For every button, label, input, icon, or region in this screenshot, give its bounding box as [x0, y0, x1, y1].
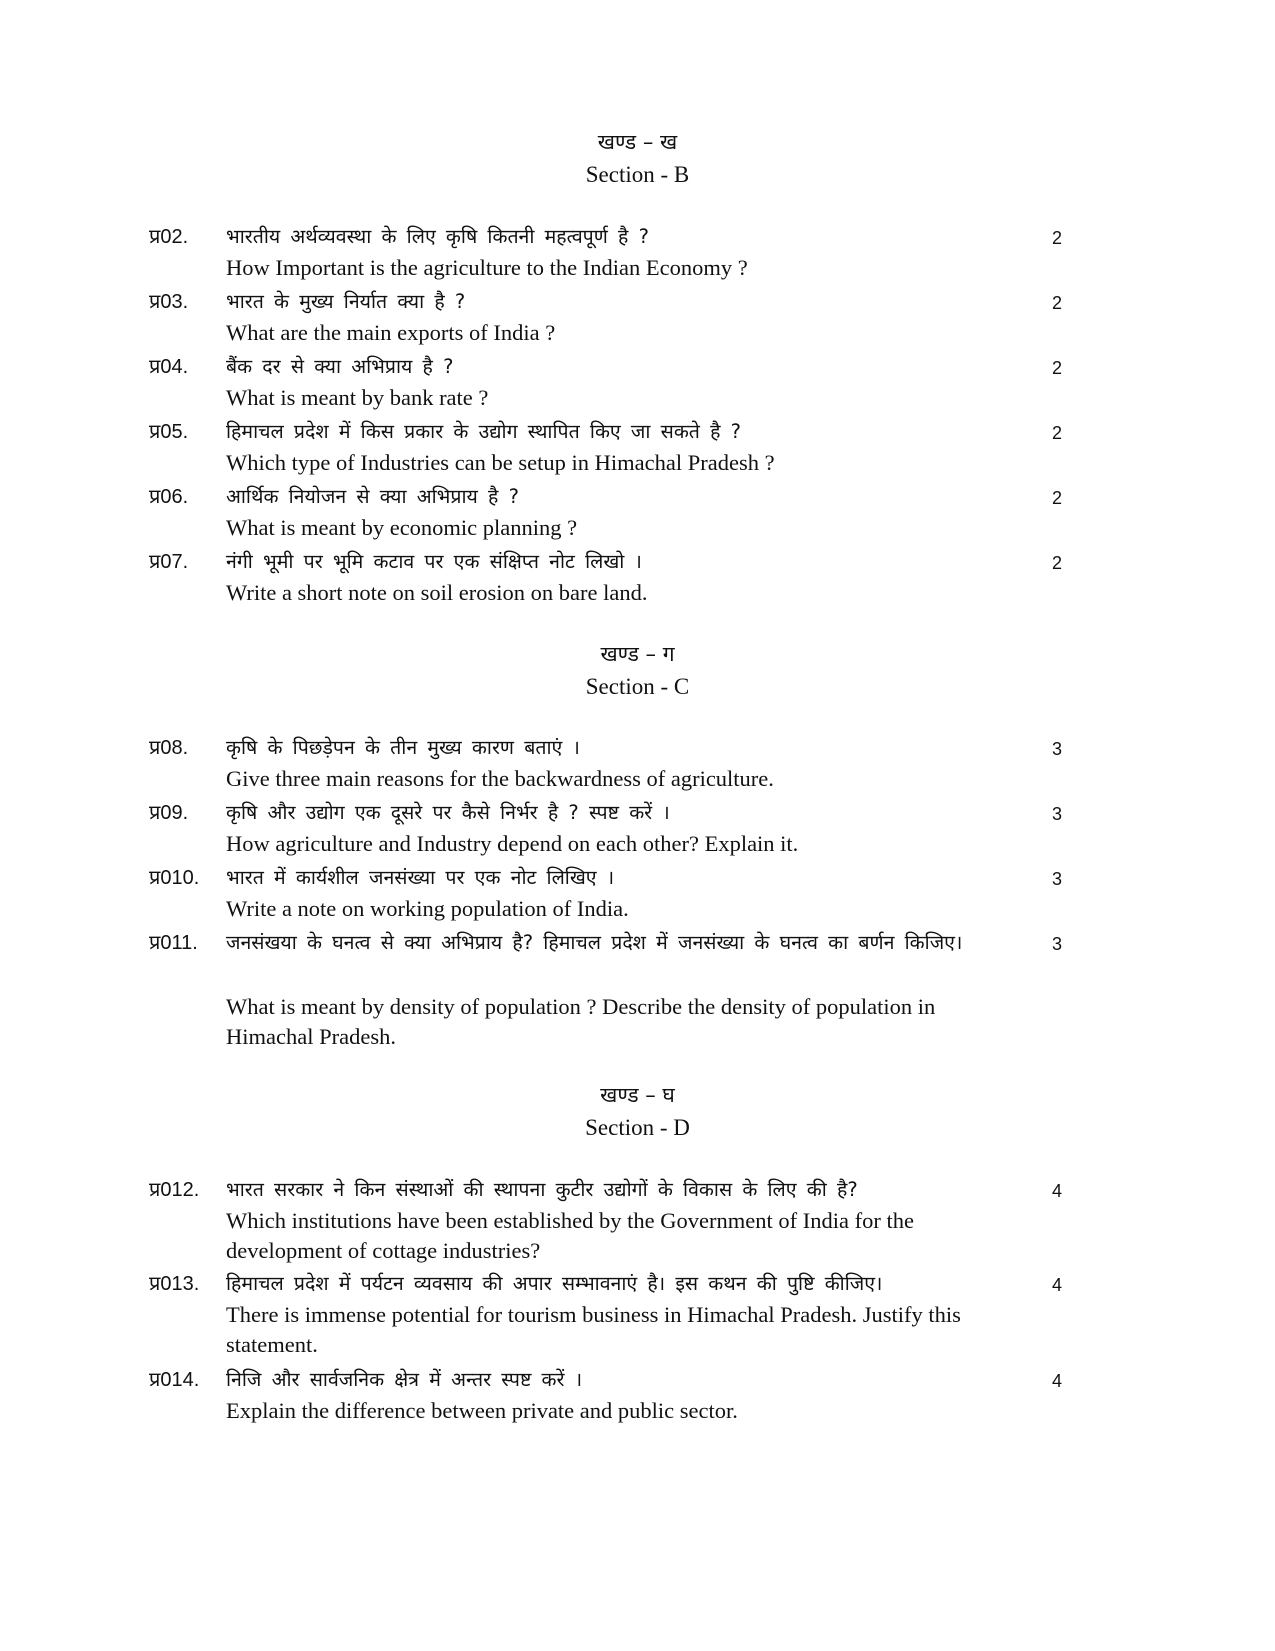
question-text-english: What is meant by economic planning ? — [226, 515, 578, 540]
question-marks: 2 — [1052, 358, 1063, 378]
section-b-header — [0, 128, 1275, 190]
question-text-hindi: आर्थिक नियोजन से क्या अभिप्राय है ? — [226, 485, 519, 508]
question-marks: 2 — [1052, 423, 1063, 443]
question-marks: 2 — [1052, 293, 1063, 313]
section-b-title-english: Section - B — [585, 162, 690, 187]
question-marks: 2 — [1052, 553, 1063, 573]
question-number: प्र08. — [149, 737, 189, 759]
question-text-english: Explain the difference between private and public sector. — [226, 1398, 738, 1423]
section-c-title-english: Section - C — [585, 674, 690, 699]
section-d-header — [0, 1081, 1275, 1143]
question-marks: 4 — [1052, 1275, 1063, 1295]
question-text-english: Which institutions have been established by the Government of India for the development of cottage industries? — [226, 1208, 914, 1263]
question-text-hindi: बैंक दर से क्या अभिप्राय है ? — [226, 355, 454, 378]
question-number: प्र07. — [149, 551, 189, 573]
question-number: प्र010. — [149, 867, 200, 889]
section-d-title-english: Section - D — [585, 1115, 690, 1140]
question-text-hindi: भारत में कार्यशील जनसंख्या पर एक नोट लिखिए । — [226, 866, 615, 889]
section-b-title-hindi: खण्ड – ख — [597, 130, 678, 154]
question-number: प्र014. — [149, 1369, 200, 1391]
question-text-hindi: भारत के मुख्य निर्यात क्या है ? — [226, 290, 466, 313]
question-marks: 3 — [1052, 804, 1063, 824]
question-text-english: How agriculture and Industry depend on each other? Explain it. — [226, 831, 799, 856]
section-c-title-hindi: खण्ड – ग — [600, 642, 675, 666]
question-text-hindi: नंगी भूमी पर भूमि कटाव पर एक संक्षिप्त नोट लिखो । — [226, 550, 642, 573]
question-text-english: There is immense potential for tourism business in Himachal Pradesh. Justify this statement. — [226, 1302, 961, 1357]
question-text-hindi: कृषि के पिछड़ेपन के तीन मुख्य कारण बताएं । — [226, 736, 580, 759]
question-marks: 2 — [1052, 228, 1063, 248]
section-c-header — [0, 640, 1275, 702]
question-number: प्र06. — [149, 486, 189, 508]
question-marks: 3 — [1052, 739, 1063, 759]
question-text-hindi: जनसंखया के घनत्व से क्या अभिप्राय है? हिमाचल प्रदेश में जनसंख्या के घनत्व का बर्णन किजिए। — [226, 931, 963, 954]
question-text-hindi: हिमाचल प्रदेश में पर्यटन व्यवसाय की अपार सम्भावनाएं है। इस कथन की पुष्टि कीजिए। — [226, 1272, 883, 1295]
question-number: प्र013. — [149, 1273, 200, 1295]
question-number: प्र04. — [149, 356, 189, 378]
question-text-english: Write a short note on soil erosion on bare land. — [226, 580, 648, 605]
question-number: प्र012. — [149, 1179, 200, 1201]
question-number: प्र03. — [149, 291, 189, 313]
question-text-english: Write a note on working population of India. — [226, 896, 629, 921]
question-number: प्र09. — [149, 802, 189, 824]
section-d-title-hindi: खण्ड – घ — [600, 1083, 675, 1107]
question-text-english: Which type of Industries can be setup in Himachal Pradesh ? — [226, 450, 775, 475]
question-number: प्र05. — [149, 421, 189, 443]
question-number: प्र011. — [149, 932, 198, 954]
question-text-hindi: निजि और सार्वजनिक क्षेत्र में अन्तर स्पष्ट करें । — [226, 1368, 583, 1391]
question-text-english: What is meant by density of population ? Describe the density of population in Himachal Pradesh. — [226, 994, 936, 1049]
question-text-english: How Important is the agriculture to the Indian Economy ? — [226, 255, 748, 280]
question-marks: 2 — [1052, 488, 1063, 508]
question-text-english: What is meant by bank rate ? — [226, 385, 489, 410]
question-marks: 4 — [1052, 1181, 1063, 1201]
question-text-hindi: भारतीय अर्थव्यवस्था के लिए कृषि कितनी महत्वपूर्ण है ? — [226, 225, 649, 248]
question-marks: 4 — [1052, 1371, 1063, 1391]
question-text-english: Give three main reasons for the backwardness of agriculture. — [226, 766, 774, 791]
question-text-hindi: भारत सरकार ने किन संस्थाओं की स्थापना कुटीर उद्योगों के विकास के लिए की है? — [226, 1178, 858, 1201]
question-text-english: What are the main exports of India ? — [226, 320, 556, 345]
question-marks: 3 — [1052, 869, 1063, 889]
question-text-hindi: कृषि और उद्योग एक दूसरे पर कैसे निर्भर है ? स्पष्ट करें । — [226, 801, 670, 824]
question-marks: 3 — [1052, 934, 1063, 954]
question-text-hindi: हिमाचल प्रदेश में किस प्रकार के उद्योग स्थापित किए जा सकते है ? — [226, 420, 742, 443]
question-number: प्र02. — [149, 226, 189, 248]
